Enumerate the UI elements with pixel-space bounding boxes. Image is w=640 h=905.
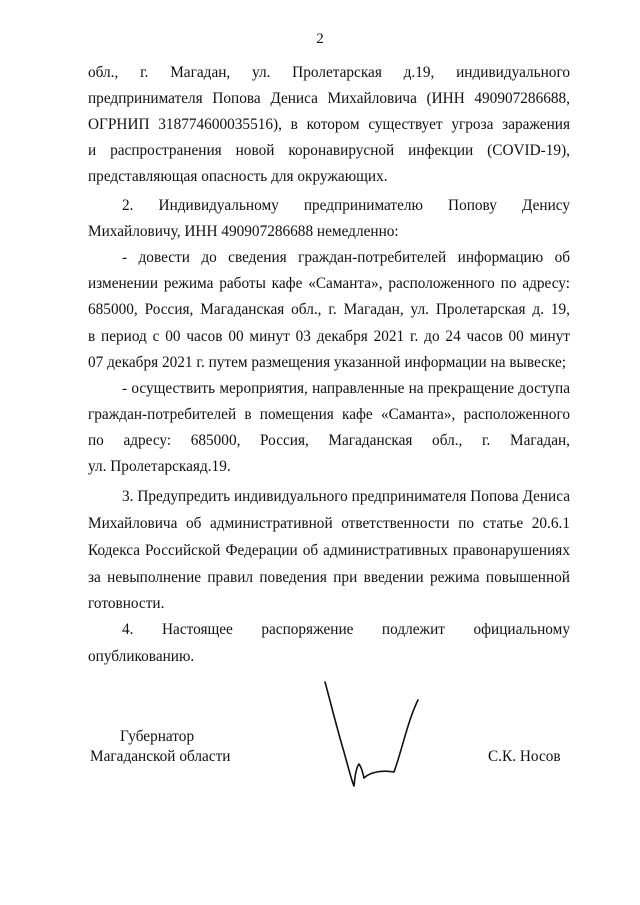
text-line: ОГРНИП 318774600035516), в котором существует угроза заражения <box>88 116 570 133</box>
text-line: ул. Пролетарскаяд.19. <box>88 458 231 475</box>
text-line: по адресу: 685000, Россия, Магаданская обл., г. Магадан, <box>88 432 570 449</box>
text-line: и распространения новой коронавирусной инфекции (COVID-19), <box>88 142 570 159</box>
signatory-title-line1: Губернатор <box>120 728 195 745</box>
text-line: 4. Настоящее распоряжение подлежит официальному <box>122 621 570 638</box>
signatory-title-line2: Магаданской области <box>90 748 231 765</box>
signatory-name: С.К. Носов <box>488 748 561 765</box>
text-line: граждан-потребителей в помещения кафе «Саманта», расположенного <box>88 406 570 423</box>
text-line: в период с 00 часов 00 минут 03 декабря 2021 г. до 24 часов 00 минут <box>88 328 570 345</box>
text-line: за невыполнение правил поведения при введении режима повышенной <box>88 569 570 586</box>
page-number: 2 <box>316 31 324 47</box>
handwritten-signature <box>322 680 422 790</box>
text-line: 2. Индивидуальному предпринимателю Попову Денису <box>122 197 570 214</box>
text-line: Кодекса Российской Федерации об административных правонарушениях <box>88 542 570 559</box>
text-line: 3. Предупредить индивидуального предпринимателя Попова Дениса <box>122 488 570 505</box>
text-line: опубликованию. <box>88 648 195 665</box>
text-line: - осуществить мероприятия, направленные на прекращение доступа <box>122 380 570 397</box>
text-line: Михайловичу, ИНН 490907286688 немедленно: <box>88 223 399 240</box>
text-line: готовности. <box>88 595 165 612</box>
text-line: - довести до сведения граждан-потребителей информацию об <box>122 249 570 266</box>
text-line: предпринимателя Попова Дениса Михайловича (ИНН 490907286688, <box>88 90 570 107</box>
text-line: 685000, Россия, Магаданская обл., г. Магадан, ул. Пролетарская д. 19, <box>88 301 570 318</box>
text-line: обл., г. Магадан, ул. Пролетарская д.19, индивидуального <box>88 64 570 81</box>
text-line: изменении режима работы кафе «Саманта», расположенного по адресу: <box>88 275 570 292</box>
text-line: Михайловича об административной ответственности по статье 20.6.1 <box>88 515 570 532</box>
text-line: представляющая опасность для окружающих. <box>88 168 388 185</box>
text-line: 07 декабря 2021 г. путем размещения указанной информации на вывеске; <box>88 354 567 371</box>
